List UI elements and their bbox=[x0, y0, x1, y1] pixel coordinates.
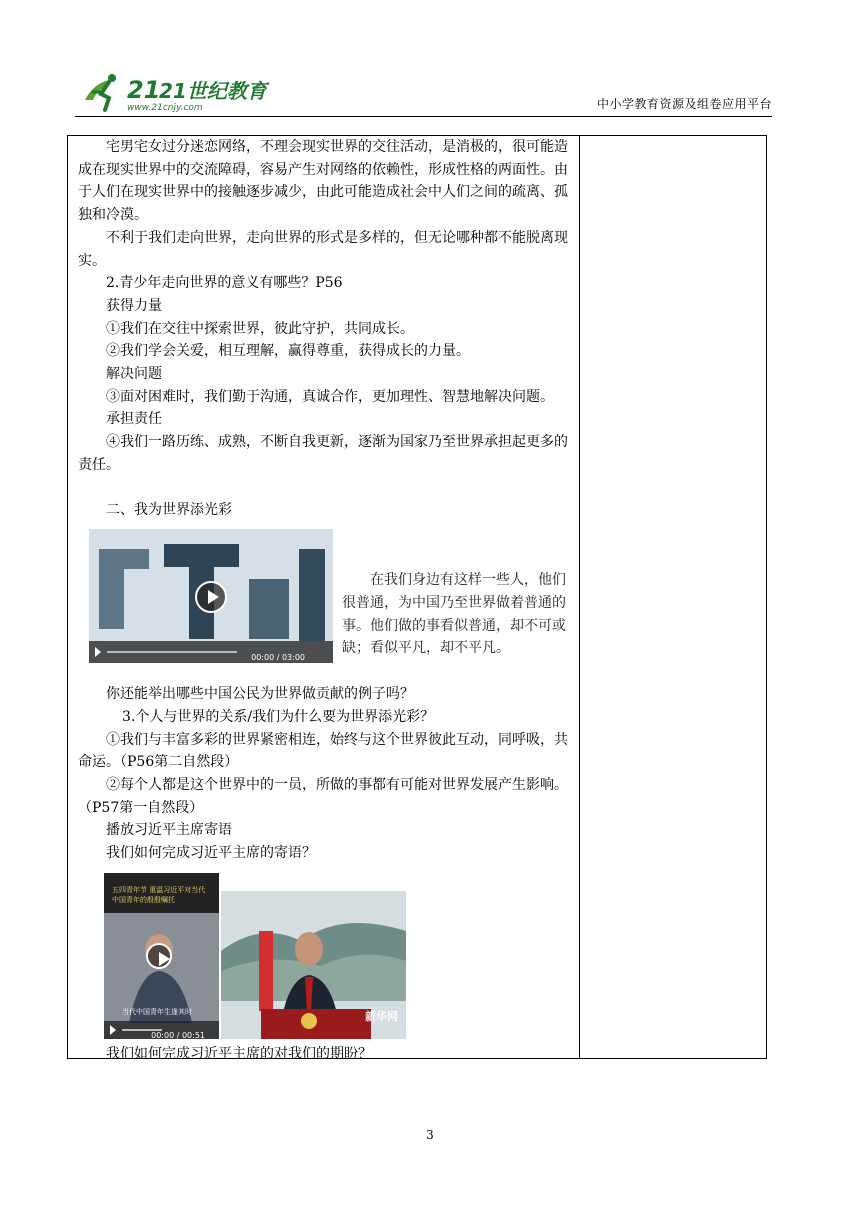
play-small-icon[interactable] bbox=[95, 647, 101, 657]
svg-text:www.21cnjy.com: www.21cnjy.com bbox=[127, 103, 203, 113]
video-2-controls[interactable]: 00:00 / 00:51 bbox=[104, 1021, 219, 1039]
content-cell bbox=[78, 136, 576, 1066]
paragraph-not-beneficial: 不利于我们走向世界，走向世界的形式是多样的，但无论哪种都不能脱离现实。 bbox=[78, 229, 568, 269]
speech-image bbox=[221, 891, 406, 1039]
page-number: 3 bbox=[426, 1128, 434, 1142]
question-2: 2.青少年走向世界的意义有哪些？P56 bbox=[106, 275, 343, 292]
play-message: 播放习近平主席寄语 bbox=[106, 822, 232, 839]
question-how: 我们如何完成习近平主席的寄语？ bbox=[106, 845, 316, 862]
video-1-time: 00:00 / 03:00 bbox=[251, 653, 305, 663]
question-3: 3.个人与世界的关系/我们为什么要为世界添光彩？ bbox=[122, 708, 435, 725]
heading-responsibility: 承担责任 bbox=[106, 411, 162, 428]
heading-solve-problems: 解决问题 bbox=[106, 366, 162, 383]
svg-text:21: 21 bbox=[127, 76, 161, 104]
item-2: ②我们学会关爱，相互理解，赢得尊重，获得成长的力量。 bbox=[106, 343, 470, 360]
item-1: ①我们在交往中探索世界，彼此守护，共同成长。 bbox=[106, 320, 414, 337]
video-1-controls[interactable] bbox=[89, 641, 333, 663]
column-divider bbox=[579, 136, 580, 1058]
video-1-caption: 在我们身边有这样一些人，他们很普通，为中国乃至世界做着普通的事。他们做的事看似普通，却不可或缺；看似平凡，却不平凡。 bbox=[342, 572, 566, 657]
answer-2: ②每个人都是这个世界中的一员，所做的事都有可能对世界发展产生影响。（P57第一自然段） bbox=[78, 777, 568, 816]
video-player-2[interactable] bbox=[104, 873, 219, 1039]
lesson-table bbox=[67, 135, 767, 1062]
video-2-subtitle: 当代中国青年生逢其时 bbox=[122, 1007, 192, 1016]
svg-text:21世纪教育: 21世纪教育 bbox=[159, 79, 267, 103]
xinhua-watermark: 新华网 bbox=[365, 1010, 398, 1024]
video-2-title: 五四青年节 重温习近平对当代中国青年的殷殷嘱托 bbox=[112, 885, 206, 904]
question-hope: 我们如何完成习近平主席的对我们的期盼？ bbox=[106, 1045, 372, 1062]
heading-gain-power: 获得力量 bbox=[106, 297, 162, 314]
play-icon-2[interactable] bbox=[146, 943, 172, 969]
question-examples: 你还能举出哪些中国公民为世界做贡献的例子吗？ bbox=[106, 686, 414, 703]
page-header bbox=[75, 66, 772, 117]
21cnjy-logo bbox=[79, 70, 267, 114]
video-player-1[interactable] bbox=[89, 529, 333, 663]
item-3: ③面对困难时，我们勤于沟通，真诚合作，更加理性、智慧地解决问题。 bbox=[106, 388, 554, 405]
item-4: ④我们一路历练、成熟，不断自我更新，逐渐为国家乃至世界承担起更多的责任。 bbox=[78, 434, 568, 473]
section-2-heading: 二、我为世界添光彩 bbox=[106, 501, 232, 518]
answer-1: ①我们与丰富多彩的世界紧密相连，始终与这个世界彼此互动，同呼吸，共命运。（P56第二自然段） bbox=[78, 731, 568, 771]
platform-name: 中小学教育资源及组卷应用平台 bbox=[596, 97, 772, 111]
play-icon[interactable] bbox=[195, 581, 227, 613]
paragraph-otaku: 宅男宅女过分迷恋网络，不理会现实世界的交往活动，是消极的，很可能造成在现实世界中的交流障碍，容易产生对网络的依赖性，形成性格的两面性。由于人们在现实世界中的接触逐步减少，由此可能造成社会中人们之间的疏离、孤独和冷漠。 bbox=[78, 139, 568, 224]
